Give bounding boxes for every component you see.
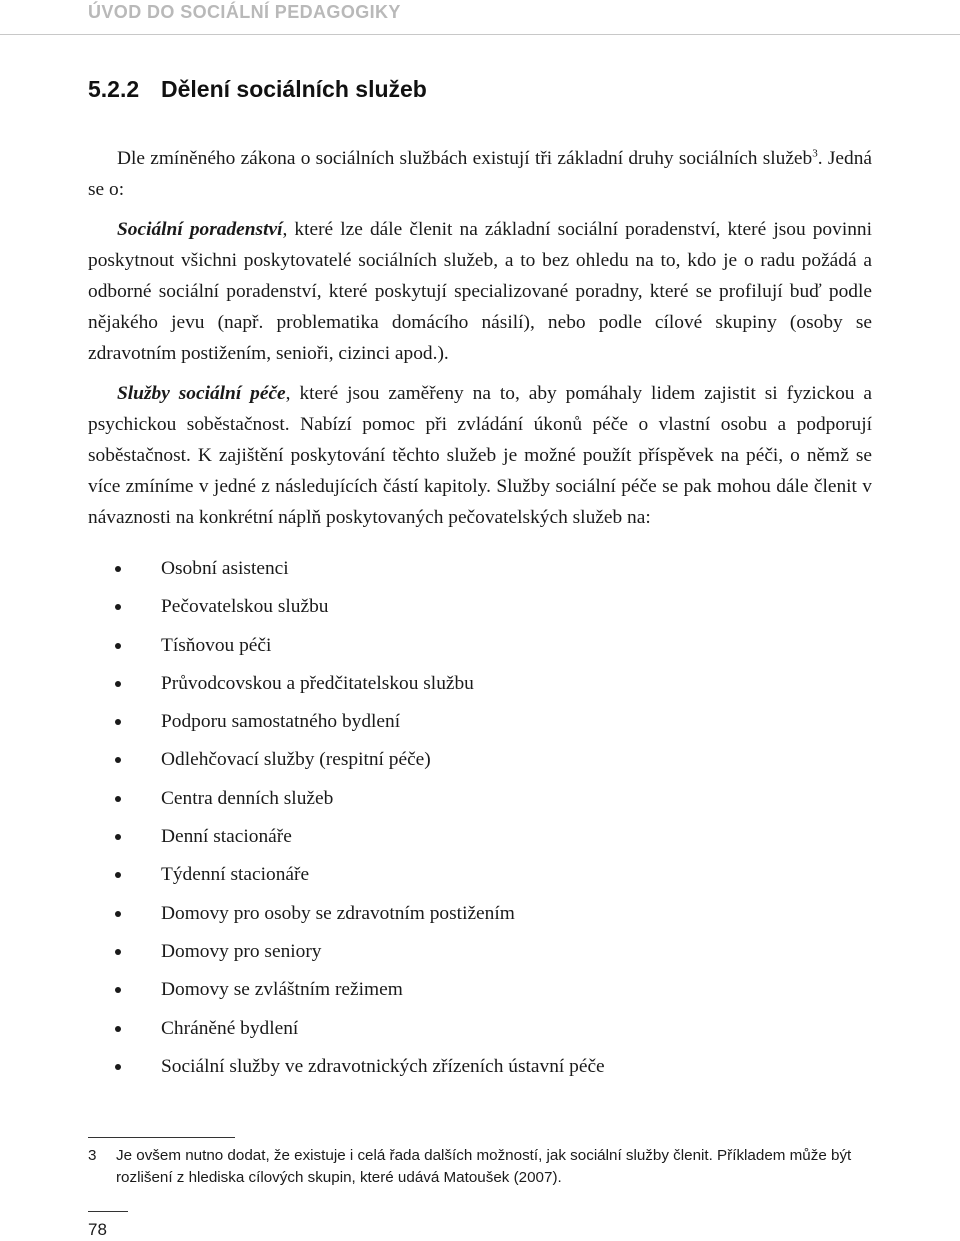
- list-item: [88, 783, 872, 821]
- intro-text: Dle zmíněného zákona o sociálních službách existují tři základní druhy sociálních služeb: [117, 148, 813, 169]
- pece-text: , které jsou zaměřeny na to, aby pomáhaly lidem zajistit si fyzickou a psychickou soběstačnost. Nabízí pomoc při zvládání úkonů péče o vlastní osobu a podporují soběstačnost. K zajištění poskytování těchto služeb je možné použít příspěvek na péči, o němž se více zmíníme v jedné z následujících částí kapitoly. Služby sociální péče se pak mohou dále členit v návaznosti na konkrétní náplň poskytovaných pečovatelských služeb na:: [88, 383, 872, 528]
- list-item: [88, 974, 872, 1012]
- pece-term: Služby sociální péče: [117, 383, 286, 404]
- intro-paragraph: [88, 143, 872, 205]
- bullet-icon: [115, 872, 121, 878]
- footnote-divider: [88, 1137, 235, 1138]
- list-item: [88, 591, 872, 629]
- bullet-icon: [115, 681, 121, 687]
- list-item-label: Tísňovou péči: [161, 634, 272, 656]
- running-header: ÚVOD DO SOCIÁLNÍ PEDAGOGIKY: [88, 2, 401, 22]
- header-divider: [0, 34, 960, 35]
- footnote-reference[interactable]: 3: [812, 147, 818, 160]
- list-item-label: Centra denních služeb: [161, 787, 334, 809]
- page-number: 78: [88, 1220, 107, 1239]
- list-item-label: Domovy pro osoby se zdravotním postižením: [161, 902, 515, 924]
- footnote-number: 3: [88, 1147, 97, 1164]
- service-list: [88, 553, 872, 1089]
- list-item-label: Osobní asistenci: [161, 558, 289, 579]
- section-heading: [88, 74, 427, 104]
- list-item: [88, 553, 872, 591]
- list-item: [88, 1013, 872, 1051]
- list-item: [88, 1051, 872, 1089]
- list-item: [88, 668, 872, 706]
- bullet-icon: [115, 757, 121, 763]
- bullet-icon: [115, 987, 121, 993]
- list-item-label: Sociální služby ve zdravotnických zřízeních ústavní péče: [161, 1055, 605, 1077]
- bullet-icon: [115, 1026, 121, 1032]
- bullet-icon: [115, 643, 121, 649]
- list-item-label: Denní stacionáře: [161, 826, 292, 848]
- list-item-label: Podporu samostatného bydlení: [161, 711, 401, 733]
- poradenstvi-paragraph: [88, 214, 872, 369]
- bullet-icon: [115, 719, 121, 725]
- bullet-icon: [115, 604, 121, 610]
- list-item-label: Domovy se zvláštním režimem: [161, 979, 403, 1001]
- footnote-text: Je ovšem nutno dodat, že existuje i celá řada dalších možností, jak sociální služby členit. Příkladem může být rozlišení z hlediska cílových skupin, které udává Matoušek (2007).: [116, 1147, 852, 1186]
- list-item-label: Týdenní stacionáře: [161, 864, 310, 886]
- list-item-label: Pečovatelskou službu: [161, 596, 329, 618]
- list-item: [88, 706, 872, 744]
- bullet-icon: [115, 566, 121, 572]
- body-text: [88, 143, 872, 1089]
- list-item-label: Odlehčovací služby (respitní péče): [161, 749, 431, 771]
- list-item-label: Průvodcovskou a předčitatelskou službu: [161, 672, 474, 694]
- list-item: [88, 859, 872, 897]
- intro-text-end: . Jedná se o:: [88, 148, 872, 200]
- list-item: [88, 630, 872, 668]
- bullet-icon: [115, 911, 121, 917]
- list-item: [88, 821, 872, 859]
- page-number-divider: [88, 1211, 128, 1212]
- poradenstvi-term: Sociální poradenství: [117, 219, 283, 240]
- pece-paragraph: [88, 378, 872, 533]
- footnote: [88, 1145, 872, 1189]
- section-title: Dělení sociálních služeb: [161, 76, 427, 102]
- poradenstvi-text: , které lze dále členit na základní sociální poradenství, které jsou povinni poskytnout všichni poskytovatelé sociálních služeb, a to bez ohledu na to, kdo je o radu požádá a odborné sociální poradenství, které poskytují specializované poradny, které se profilují buď podle nějakého jevu (např. problematika domácího násilí), nebo podle cílové skupiny (osoby se zdravotním postižením, senioři, cizinci apod.).: [88, 219, 872, 364]
- bullet-icon: [115, 834, 121, 840]
- section-number: 5.2.2: [88, 76, 140, 102]
- list-item: [88, 898, 872, 936]
- list-item: [88, 936, 872, 974]
- bullet-icon: [115, 1064, 121, 1070]
- bullet-icon: [115, 949, 121, 955]
- list-item-label: Chráněné bydlení: [161, 1017, 299, 1039]
- bullet-icon: [115, 796, 121, 802]
- list-item: [88, 744, 872, 782]
- list-item-label: Domovy pro seniory: [161, 940, 322, 962]
